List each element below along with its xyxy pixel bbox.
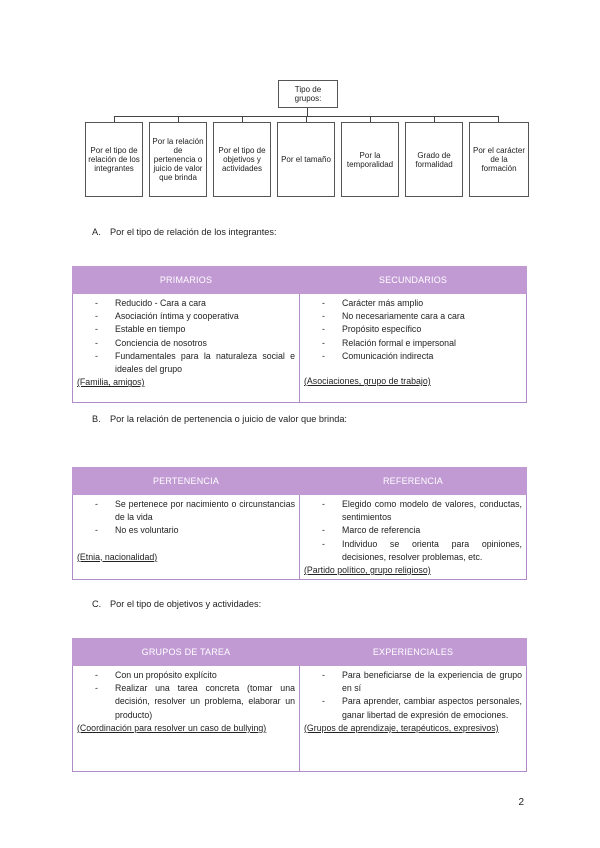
diagram-child-box [149, 122, 207, 197]
comparison-table [72, 467, 527, 580]
column-header: SECUNDARIOS [300, 267, 527, 294]
list-item: - Propósito específico [304, 323, 522, 336]
list-item: - Estable en tiempo [77, 323, 295, 336]
diagram-child-box [213, 122, 271, 197]
example-text: (Partido político, grupo religioso) [304, 565, 431, 576]
connector [307, 108, 308, 116]
list-item: - Para beneficiarse de la experiencia de grupo en sí [304, 669, 522, 695]
section-heading [92, 599, 261, 609]
comparison-table [72, 266, 527, 403]
list-item: - Realizar una tarea concreta (tomar una decisión, resolver un problema, elaborar un producto) [77, 682, 295, 722]
section-heading [92, 414, 347, 424]
section-letter: A. [92, 227, 101, 237]
bullet-list [304, 498, 522, 564]
list-item: - Comunicación indirecta [304, 350, 522, 363]
table-cell [73, 666, 300, 772]
example-text: (Grupos de aprendizaje, terapéuticos, expresivos) [304, 722, 499, 733]
list-item: - Carácter más amplio [304, 297, 522, 310]
list-item: - No es voluntario [77, 524, 295, 537]
list-item: - Elegido como modelo de valores, conductas, sentimientos [304, 498, 522, 524]
diagram-root-label: Tipo de grupos: [294, 85, 322, 103]
diagram-child-box [341, 122, 399, 197]
diagram-child-label: Por el tamaño [281, 155, 331, 164]
section-letter: C. [92, 599, 102, 609]
diagram-child-label: Por el carácter de la formación [472, 146, 526, 173]
section-heading-text: Por el tipo de objetivos y actividades: [110, 599, 262, 609]
table-cell [73, 495, 300, 580]
column-header: GRUPOS DE TAREA [73, 639, 300, 666]
example-text: (Coordinación para resolver un caso de bullying) [77, 722, 267, 733]
list-item: - Marco de referencia [304, 524, 522, 537]
diagram-root-box [278, 80, 338, 108]
list-item: - No necesariamente cara a cara [304, 310, 522, 323]
list-item: - Para aprender, cambiar aspectos personales, ganar libertad de expresión de emociones. [304, 695, 522, 721]
diagram-child-box [277, 122, 335, 197]
example-text: (Etnia, nacionalidad) [77, 551, 158, 562]
table-cell [73, 294, 300, 403]
table-cell [300, 666, 527, 772]
diagram-child-box [405, 122, 463, 197]
example-text: (Familia, amigos) [77, 377, 145, 388]
page-number: 2 [518, 797, 524, 808]
list-item: - Relación formal e impersonal [304, 337, 522, 350]
bullet-list [77, 498, 295, 538]
list-item: - Reducido - Cara a cara [77, 297, 295, 310]
diagram-child-label: Grado de formalidad [415, 150, 453, 169]
table-cell [300, 495, 527, 580]
comparison-table [72, 638, 527, 772]
list-item: - Se pertenece por nacimiento o circunstancias de la vida [77, 498, 295, 524]
section-heading [92, 227, 277, 237]
diagram-child-label: Por el tipo de relación de los integrantes [88, 146, 140, 173]
list-item: - Fundamentales para la naturaleza social e ideales del grupo [77, 350, 295, 376]
example-text: (Asociaciones, grupo de trabajo) [304, 376, 431, 387]
bullet-list [304, 297, 522, 363]
section-heading-text: Por la relación de pertenencia o juicio de valor que brinda: [110, 414, 347, 424]
diagram-child-label: Por el tipo de objetivos y actividades [218, 146, 266, 173]
list-item: - Individuo se orienta para opiniones, decisiones, resolver problemas, etc. [304, 538, 522, 564]
column-header: PERTENENCIA [73, 468, 300, 495]
section-heading-text: Por el tipo de relación de los integrantes: [110, 227, 277, 237]
diagram-child-box [85, 122, 143, 197]
table-cell [300, 294, 527, 403]
column-header: EXPERIENCIALES [300, 639, 527, 666]
list-item: - Asociación íntima y cooperativa [77, 310, 295, 323]
list-item: - Con un propósito explícito [77, 669, 295, 682]
section-letter: B. [92, 414, 101, 424]
diagram-child-box [469, 122, 529, 197]
bullet-list [304, 669, 522, 722]
bullet-list [77, 297, 295, 376]
diagram-child-label: Por la temporalidad [346, 150, 394, 169]
diagram-child-label: Por la relación de pertenencia o juicio de valor que brinda [152, 137, 204, 182]
bullet-list [77, 669, 295, 722]
column-header: REFERENCIA [300, 468, 527, 495]
list-item: - Conciencia de nosotros [77, 337, 295, 350]
column-header: PRIMARIOS [73, 267, 300, 294]
